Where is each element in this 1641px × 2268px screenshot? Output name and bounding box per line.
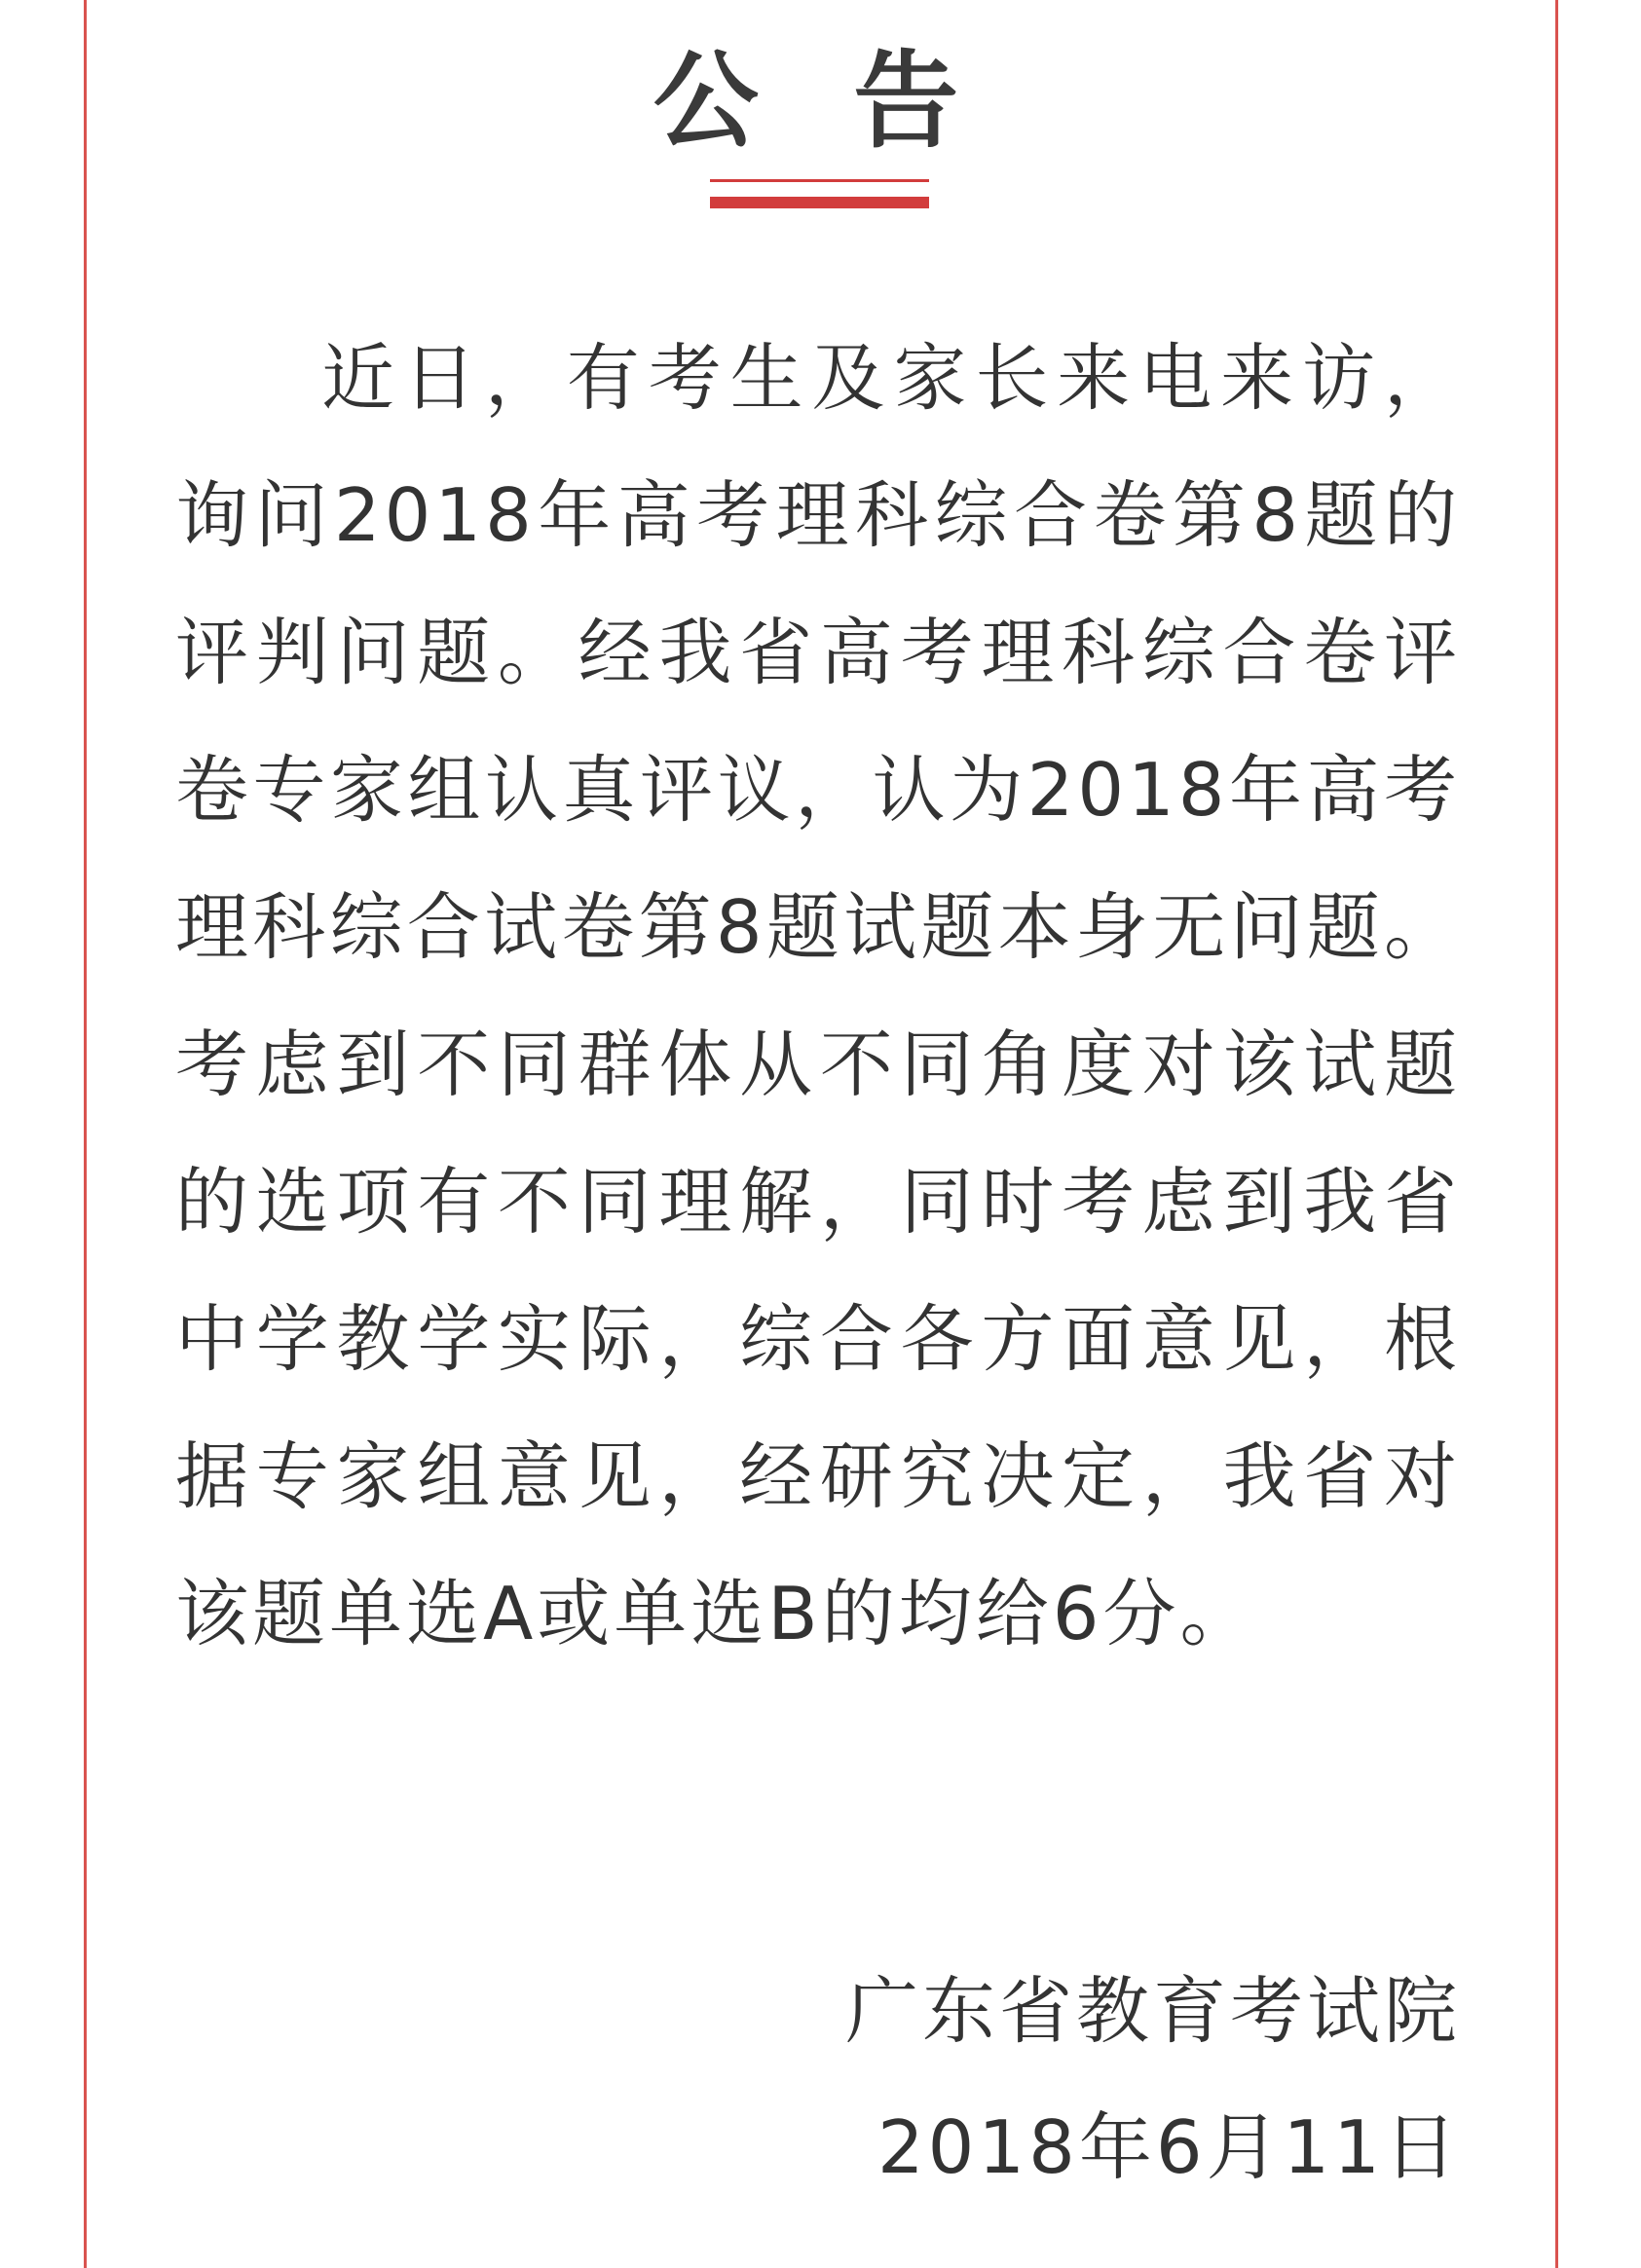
title-underline-thick xyxy=(710,197,929,208)
left-border-line xyxy=(84,0,87,2268)
title-underline-thin xyxy=(710,179,929,182)
right-border-line xyxy=(1555,0,1558,2268)
signature-organization: 广东省教育考试院 xyxy=(844,1968,1461,2054)
notice-title: 公 告 xyxy=(653,41,988,163)
notice-body: 近日，有考生及家长来电来访，询问2018年高考理科综合卷第8题的评判问题。经我省高考理科综合卷评卷专家组认真评议，认为2018年高考理科综合试卷第8题试题本身无问题。考虑到不同群体从不同角度对该试题的选项有不同理解，同时考虑到我省中学教学实际，综合各方面意见，根据专家组意见，经研究决定，我省对该题单选A或单选B的均给6分。 xyxy=(175,335,1461,1656)
signature-date: 2018年6月11日 xyxy=(876,2104,1461,2190)
